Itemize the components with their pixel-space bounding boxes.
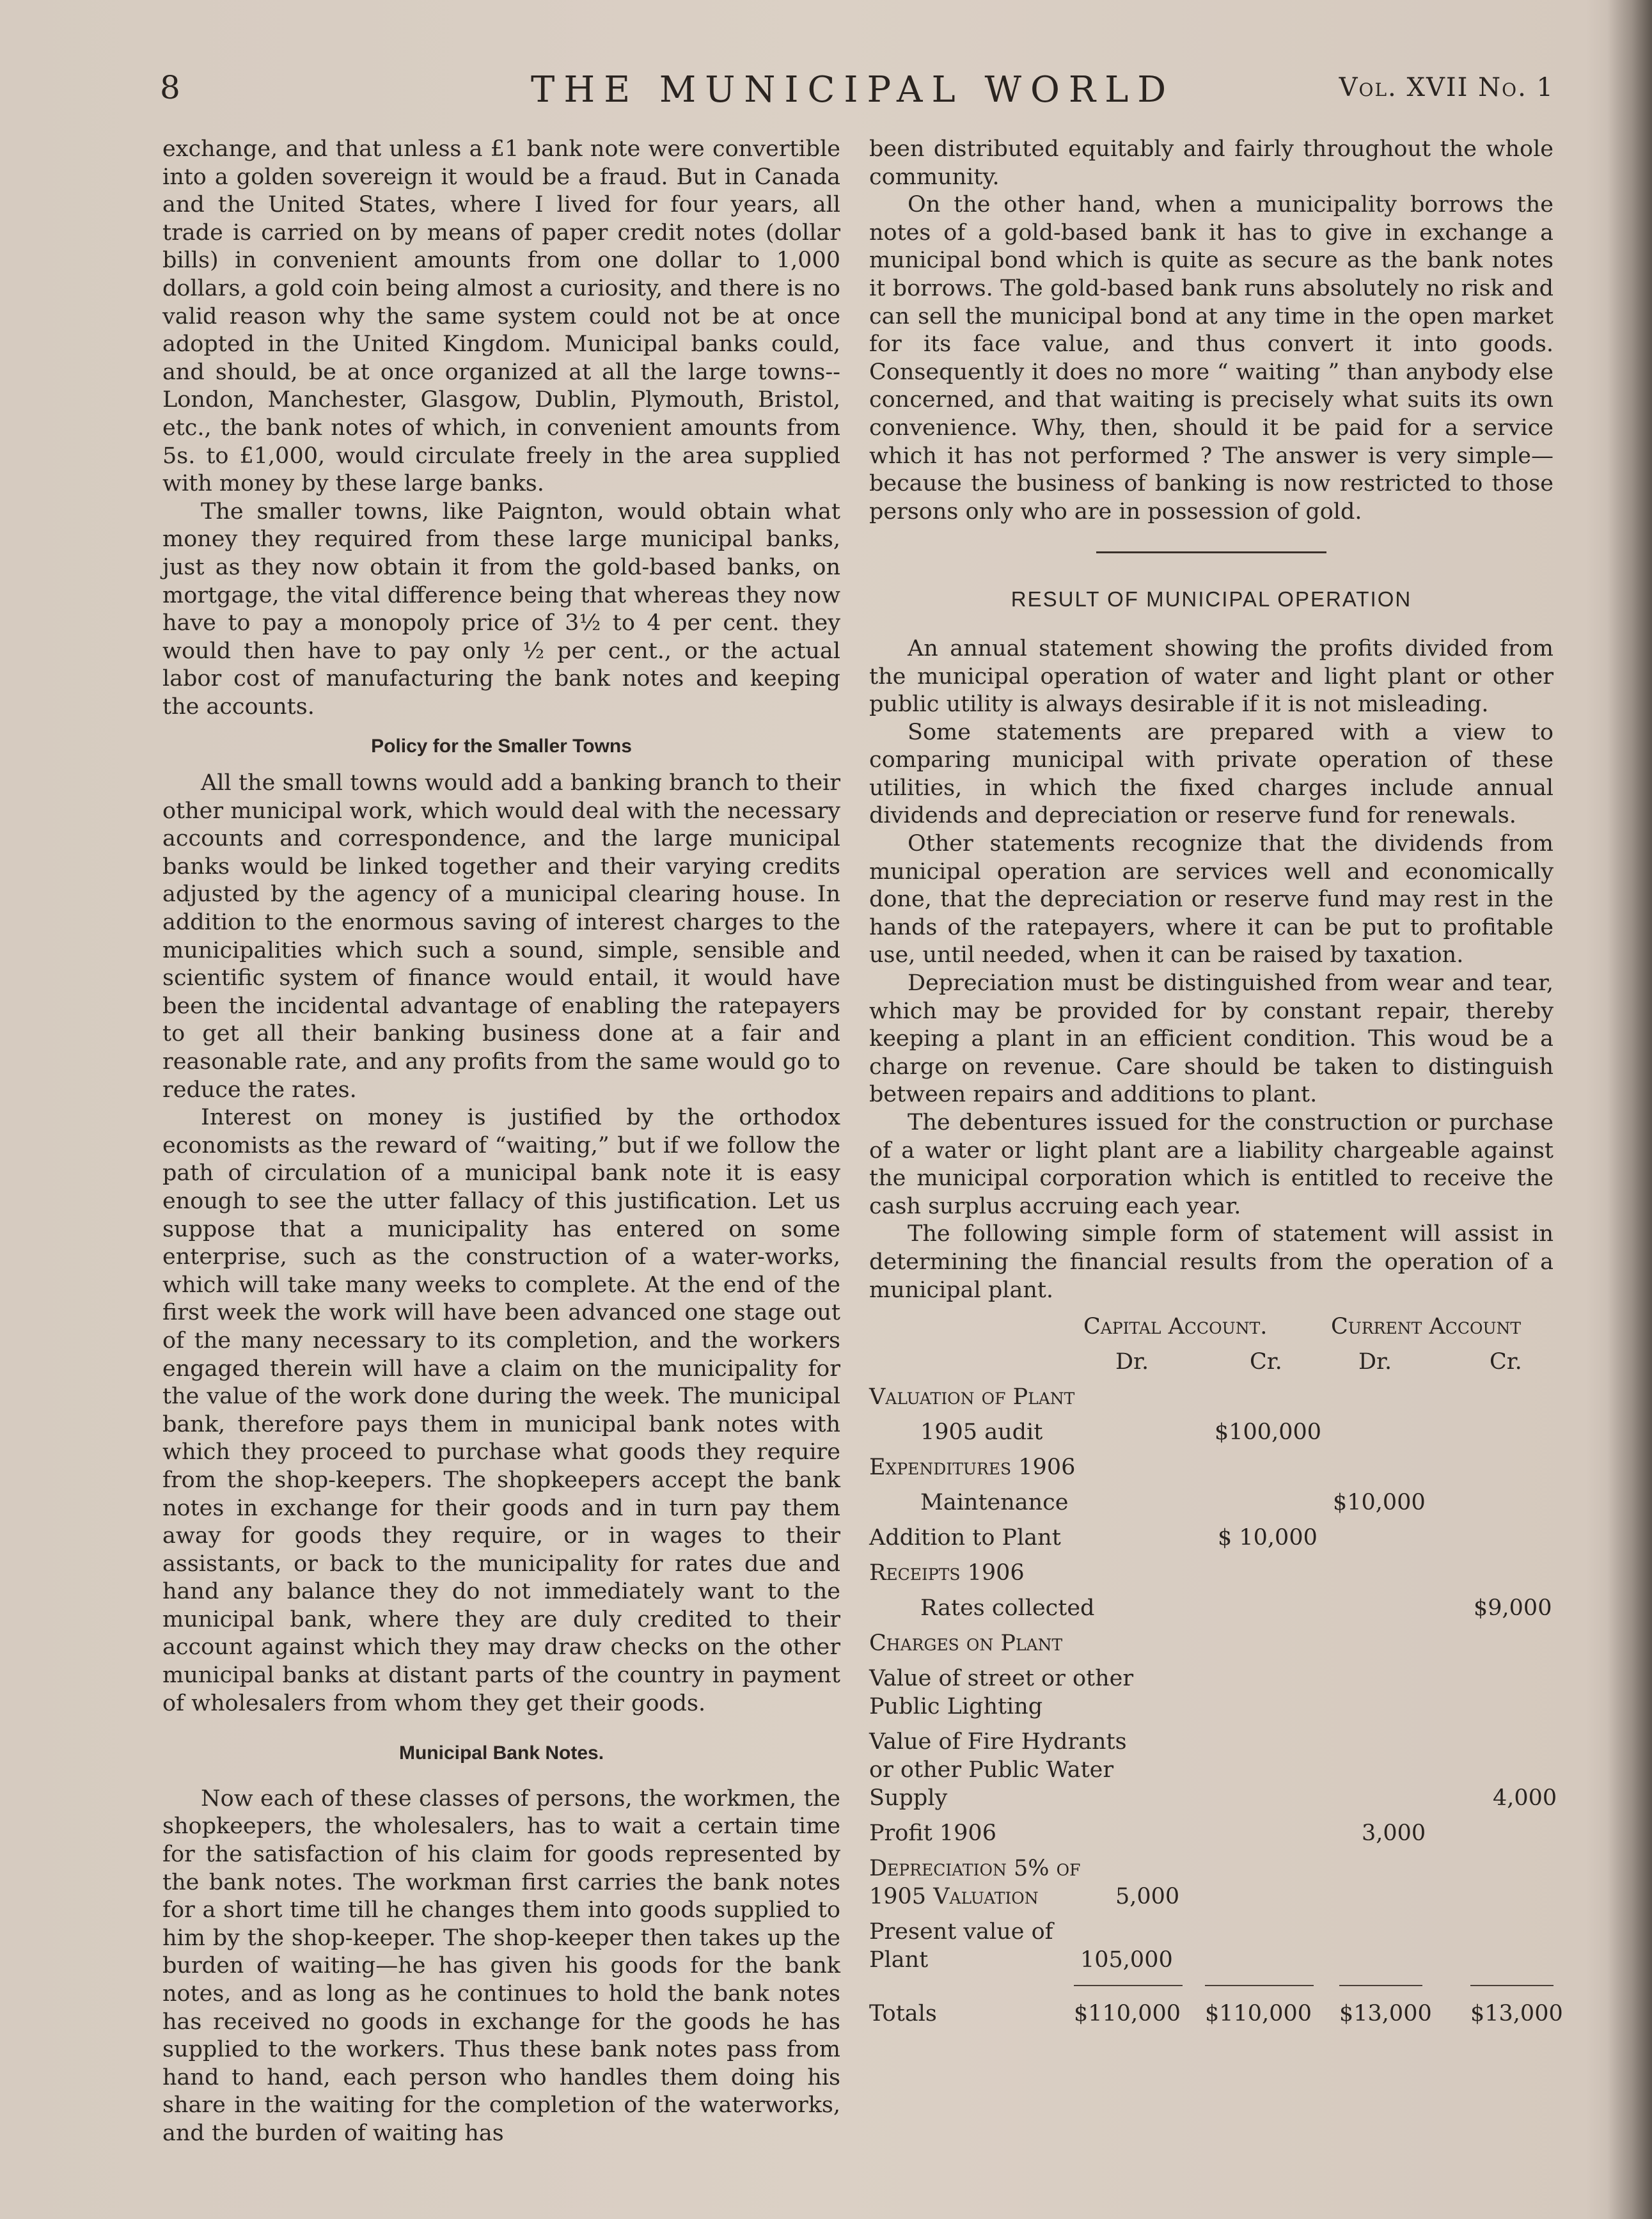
paragraph: The debentures issued for the construction or purchase of a water or light plant are a liability chargeable against the municipal corporation which is entitled to receive the cash surplus accruing each year. [869,1110,1554,1219]
row-label: 1905 audit [920,1419,1043,1446]
capital-dr-label: Dr. [1115,1349,1149,1375]
current-dr-total: $13,000 [1339,2001,1432,2027]
row-label: Maintenance [920,1490,1069,1516]
paragraph: Now each of these classes of persons, the workmen, the shopkeepers, the wholesalers, has to wait a certain time for the satisfaction of his claim for goods represented by the bank notes. The workman first carries the bank notes for a short time till he changes them into goods supplied to him by the shop-keeper. The shop-keeper then takes up the burden of waiting—he has given his goods for the bank notes, and as long as he continues to hold the bank notes has received no goods in exchange for the goods he has supplied to the workers. Thus these bank notes pass from hand to hand, each person who handles them doing his share in the waiting for the completion of the waterworks, and the burden of waiting has [162,1785,840,2146]
paragraph: On the other hand, when a municipality borrows the notes of a gold-based bank it has to give in exchange a municipal bond which is quite as secure as the bank notes it borrows. The gold-based bank runs absolutely no risk and can sell the municipal bond at any time in the open market for its face value, and thus convert it into goods. Consequently it does no more “ waiting ” than anybody else concerned, and that waiting is precisely what suits its own convenience. Why, then, should it be paid for a service which it has not performed ? The answer is very simple—because the business of banking is now restricted to those persons only who are in possession of gold. [869,192,1554,525]
statement-row [869,1883,1554,1918]
statement-row [869,1785,1557,1820]
totals-rule-row [869,1978,1554,2000]
statement-row [869,1630,1554,1665]
capital-dr-value: 105,000 [1080,1947,1173,1973]
subheading: Policy for the Smaller Towns [371,736,632,757]
paragraph: An annual statement showing the profits divided from the municipal operation of water and light plant or other public utility is always desirable if it is not misleading. [869,635,1554,718]
total-rule [1470,1985,1554,1986]
current-cr-total: $13,000 [1470,2001,1563,2027]
row-label: Totals [869,2001,937,2027]
row-label: Receipts 1906 [869,1560,1025,1586]
statement-heading-row [869,1313,1554,1348]
section-divider [1096,551,1326,553]
paragraph: Other statements recognize that the dividends from municipal operation are services well and economically done, that the depreciation or reserve fund may rest in the hands of the ratepayers, where it can be put to profitable use, until needed, when it can be raised by taxation. [869,831,1554,968]
capital-cr-value: $100,000 [1215,1419,1322,1446]
row-label: or other Public Water [869,1757,1114,1783]
page-number: 8 [160,69,180,106]
statement-row [869,1384,1554,1419]
capital-cr-value: $ 10,000 [1218,1525,1318,1551]
row-label: Addition to Plant [869,1525,1061,1551]
row-label: 1905 Valuation [869,1884,1039,1910]
masthead: THE MUNICIPAL WORLD [531,69,1176,111]
row-label: Depreciation 5% of [869,1856,1081,1882]
current-dr-value: $10,000 [1333,1490,1426,1516]
capital-dr-value: 5,000 [1115,1884,1180,1910]
row-label: Value of street or other [869,1666,1134,1692]
left-column [162,136,840,2148]
row-label: Plant [869,1947,929,1973]
statement-row [869,1947,1554,1978]
row-label: Rates collected [920,1595,1095,1622]
total-rule [1339,1985,1422,1986]
paragraph: exchange, and that unless a £1 bank note were convertible into a golden sovereign it would be a fraud. But in Canada and the United States, where I lived for four years, all trade is carried on by means of paper credit notes (dollar bills) in convenient amounts from one dollar to 1,000 dollars, a gold coin being almost a curiosity, and there is no valid reason why the same system could not be at once adopted in the United Kingdom. Municipal banks could, and should, be at once organized at all the large towns--London, Manchester, Glasgow, Dublin, Plymouth, Bristol, etc., the bank notes of which, in convenient amounts from 5s. to £1,000, would circulate freely in the area supplied with money by these large banks. [162,136,840,497]
statement-row [869,1757,1554,1785]
paragraph: The following simple form of statement will assist in determining the financial results from the operation of a municipal plant. [869,1221,1554,1303]
capital-cr-total: $110,000 [1205,2001,1312,2027]
total-rule [1074,1985,1183,1986]
current-dr-value: 3,000 [1362,1820,1426,1847]
row-label: Value of Fire Hydrants [869,1729,1127,1755]
financial-statement [869,1313,1563,2035]
current-account-heading: Current Account [1331,1314,1522,1340]
row-label: Present value of [869,1919,1053,1945]
page-edge-shadow [1607,0,1652,2219]
paragraph: The smaller towns, like Paignton, would obtain what money they required from these large municipal banks, just as they now obtain it from the gold-based banks, on mortgage, the vital difference being that whereas they now have to pay a monopoly price of 3½ to 4 per cent. they would then have to pay only ½ per cent., or the actual labor cost of manufacturing the bank notes and keeping the accounts. [162,498,840,720]
totals-row [869,2000,1563,2035]
statement-row [869,1454,1554,1489]
paragraph: Depreciation must be distinguished from wear and tear, which may be provided for by constant repair, thereby keeping a plant in an efficient condition. This woud be a charge on revenue. Care should be taken to distinguish between repairs and additions to plant. [869,970,1554,1108]
statement-row [869,1918,1554,1947]
statement-row [869,1855,1554,1883]
paragraph: All the small towns would add a banking branch to their other municipal work, which would deal with the necessary accounts and correspondence, and the large municipal banks would be linked together and their varying credits adjusted by the agency of a municipal clearing house. In addition to the enormous saving of interest charges to the municipalities which such a sound, simple, sensible and scientific system of finance would entail, it would have been the incidental advantage of enabling the ratepayers to get all their banking business done at a fair and reasonable rate, and any profits from the same would go to reduce the rates. [162,770,840,1103]
statement-row [869,1419,1554,1454]
page-header [160,69,1554,114]
capital-cr-label: Cr. [1250,1349,1282,1375]
total-rule [1205,1985,1314,1986]
statement-drcr-row [869,1348,1554,1384]
statement-row [869,1728,1554,1757]
subheading: Municipal Bank Notes. [398,1742,604,1764]
row-label: Public Lighting [869,1694,1043,1720]
row-label: Valuation of Plant [869,1384,1075,1410]
paragraph: Interest on money is justified by the orthodox economists as the reward of “waiting,” but if we follow the path of circulation of a municipal bank note it is easy enough to see the utter fallacy of this justification. Let us suppose that a municipality has entered on some enterprise, such as the construction of a water-works, which will take many weeks to complete. At the end of the first week the work will have been advanced one stage out of the many necessary to its completion, and the workers engaged therein will have a claim on the municipality for the value of the work done during the week. The municipal bank, therefore pays them in municipal bank notes with which they proceed to purchase what goods they require from the shop-keepers. The shopkeepers accept the bank notes in exchange for their goods and in turn pay them away for goods they require, or in wages to their assistants, or back to the municipality for rates due and hand any balance they do not immediately want to the municipal bank, where they are duly credited to their account against which they may draw checks on the other municipal banks at distant parts of the country in payment of wholesalers from whom they get their goods. [162,1105,840,1716]
statement-row [869,1524,1554,1560]
current-cr-label: Cr. [1490,1349,1522,1375]
current-dr-label: Dr. [1358,1349,1392,1375]
statement-row [869,1820,1554,1855]
statement-row [869,1693,1554,1728]
volume-label: Vol. XVII No. 1 [1339,73,1554,102]
section-title: RESULT OF MUNICIPAL OPERATION [1011,587,1412,612]
row-label: Charges on Plant [869,1631,1063,1657]
row-label: Supply [869,1785,948,1812]
statement-row [869,1595,1554,1630]
statement-row [869,1665,1554,1693]
paragraph: been distributed equitably and fairly throughout the whole community. [869,136,1554,190]
current-cr-value: 4,000 [1493,1785,1557,1812]
capital-dr-total: $110,000 [1074,2001,1181,2027]
row-label: Profit 1906 [869,1820,996,1847]
paragraph: Some statements are prepared with a view to comparing municipal with private operation of these utilities, in which the fixed charges include annual dividends and depreciation or reserve fund for renewals. [869,719,1554,829]
current-cr-value: $9,000 [1474,1595,1552,1622]
statement-row [869,1489,1554,1524]
capital-account-heading: Capital Account. [1083,1314,1268,1340]
statement-row [869,1560,1554,1595]
right-column [869,136,1563,2035]
row-label: Expenditures 1906 [869,1455,1076,1481]
